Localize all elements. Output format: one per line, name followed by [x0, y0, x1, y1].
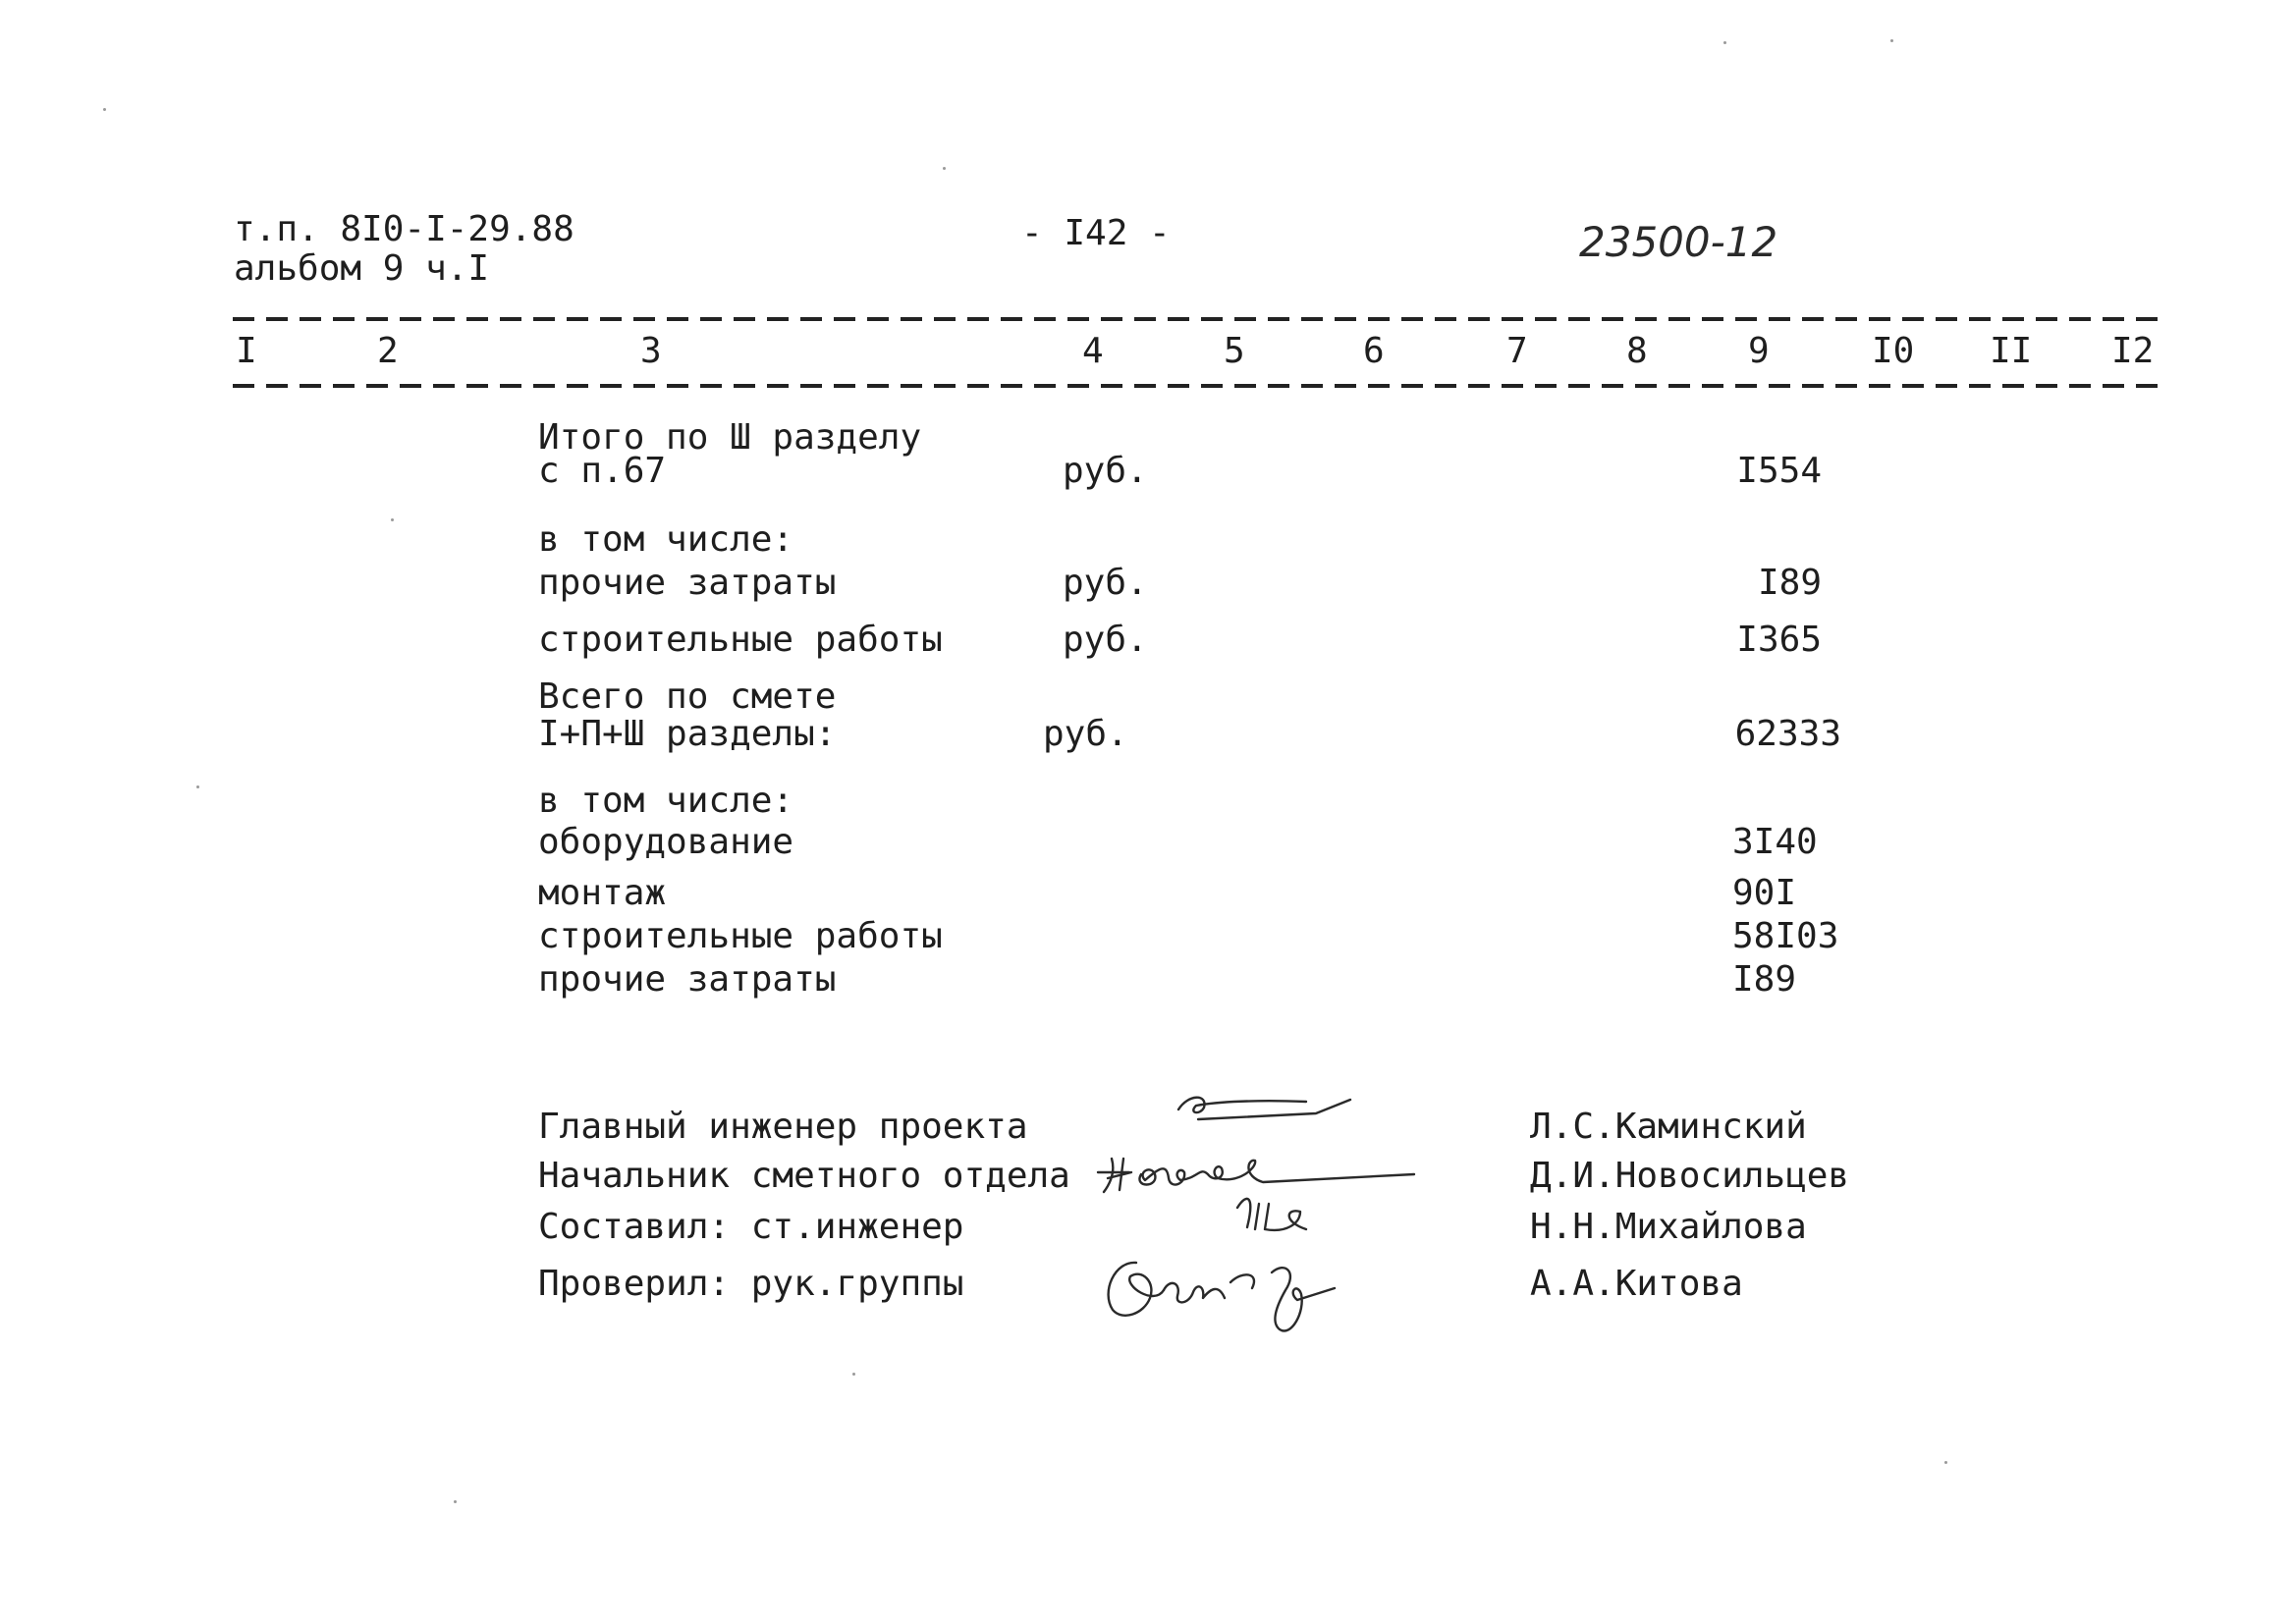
row-equipment-label: оборудование: [538, 822, 794, 862]
row-including-label-2: в том числе:: [538, 781, 794, 821]
album-label: альбом 9 ч.I: [234, 248, 490, 289]
scan-speck: [1944, 1461, 1947, 1464]
table-header-rule: [233, 384, 2167, 388]
row-including-label-1: в том числе:: [538, 519, 794, 560]
scan-speck: [103, 108, 106, 111]
row-other-expenses-value: I89: [1732, 959, 1797, 1000]
signer-role-estimate-head: Начальник сметного отдела: [538, 1156, 1070, 1196]
scan-speck: [1890, 39, 1893, 42]
row-construction-works-label: строительные работы: [538, 916, 943, 956]
signer-name-chief-engineer: Л.С.Каминский: [1530, 1107, 1807, 1147]
row-construction-works-value: 58I03: [1732, 916, 1839, 956]
column-header-8: 8: [1626, 331, 1648, 371]
signature-chief-engineer: [1169, 1080, 1365, 1139]
row-other-costs-label: прочие затраты: [538, 563, 837, 603]
scan-speck: [391, 518, 394, 521]
column-header-9: 9: [1748, 331, 1770, 371]
signer-name-estimate-head: Д.И.Новосильцев: [1530, 1156, 1850, 1196]
column-header-3: 3: [640, 331, 662, 371]
row-other-costs-unit: руб.: [1063, 563, 1148, 603]
column-header-11: II: [1990, 331, 2033, 371]
scan-speck: [454, 1500, 457, 1503]
row-installation-value: 90I: [1732, 873, 1797, 913]
signature-checker: [1095, 1243, 1360, 1341]
column-header-7: 7: [1506, 331, 1528, 371]
row-other-expenses-label: прочие затраты: [538, 959, 837, 1000]
signer-name-compiler: Н.Н.Михайлова: [1530, 1207, 1807, 1247]
signer-name-checker: А.А.Китова: [1530, 1264, 1743, 1304]
row-installation-label: монтаж: [538, 873, 667, 913]
signature-estimate-head: [1090, 1139, 1424, 1247]
column-header-2: 2: [377, 331, 399, 371]
row-section3-total-value: I554: [1736, 451, 1822, 491]
scan-speck: [852, 1373, 855, 1376]
row-other-costs-value: I89: [1757, 563, 1822, 603]
row-equipment-value: 3I40: [1732, 822, 1818, 862]
row-grand-total-line2: I+П+Ш разделы:: [538, 714, 837, 754]
row-construction-unit: руб.: [1063, 620, 1148, 660]
row-grand-total-line1: Всего по смете: [538, 676, 837, 717]
scan-speck: [943, 167, 946, 170]
row-grand-total-value: 62333: [1734, 714, 1841, 754]
row-section3-total-unit: руб.: [1063, 451, 1148, 491]
inventory-number: 23500-12: [1579, 218, 1778, 266]
signer-role-chief-engineer: Главный инженер проекта: [538, 1107, 1028, 1147]
scan-speck: [196, 785, 199, 788]
scan-speck: [1723, 41, 1726, 44]
signer-role-compiler: Составил: ст.инженер: [538, 1207, 964, 1247]
row-grand-total-unit: руб.: [1043, 714, 1128, 754]
signer-role-checker: Проверил: рук.группы: [538, 1264, 964, 1304]
document-code: т.п. 8I0-I-29.88: [234, 209, 574, 249]
page-number: - I42 -: [1021, 213, 1171, 253]
column-header-4: 4: [1082, 331, 1104, 371]
column-header-12: I2: [2111, 331, 2155, 371]
column-header-6: 6: [1363, 331, 1385, 371]
row-section3-total-line2: с п.67: [538, 451, 667, 491]
row-construction-label: строительные работы: [538, 620, 943, 660]
row-section3-total-line1: Итого по Ш разделу: [538, 417, 922, 458]
column-header-1: I: [236, 331, 257, 371]
column-header-5: 5: [1224, 331, 1245, 371]
table-top-rule: [233, 317, 2167, 321]
column-header-10: I0: [1872, 331, 1915, 371]
row-construction-value: I365: [1736, 620, 1822, 660]
